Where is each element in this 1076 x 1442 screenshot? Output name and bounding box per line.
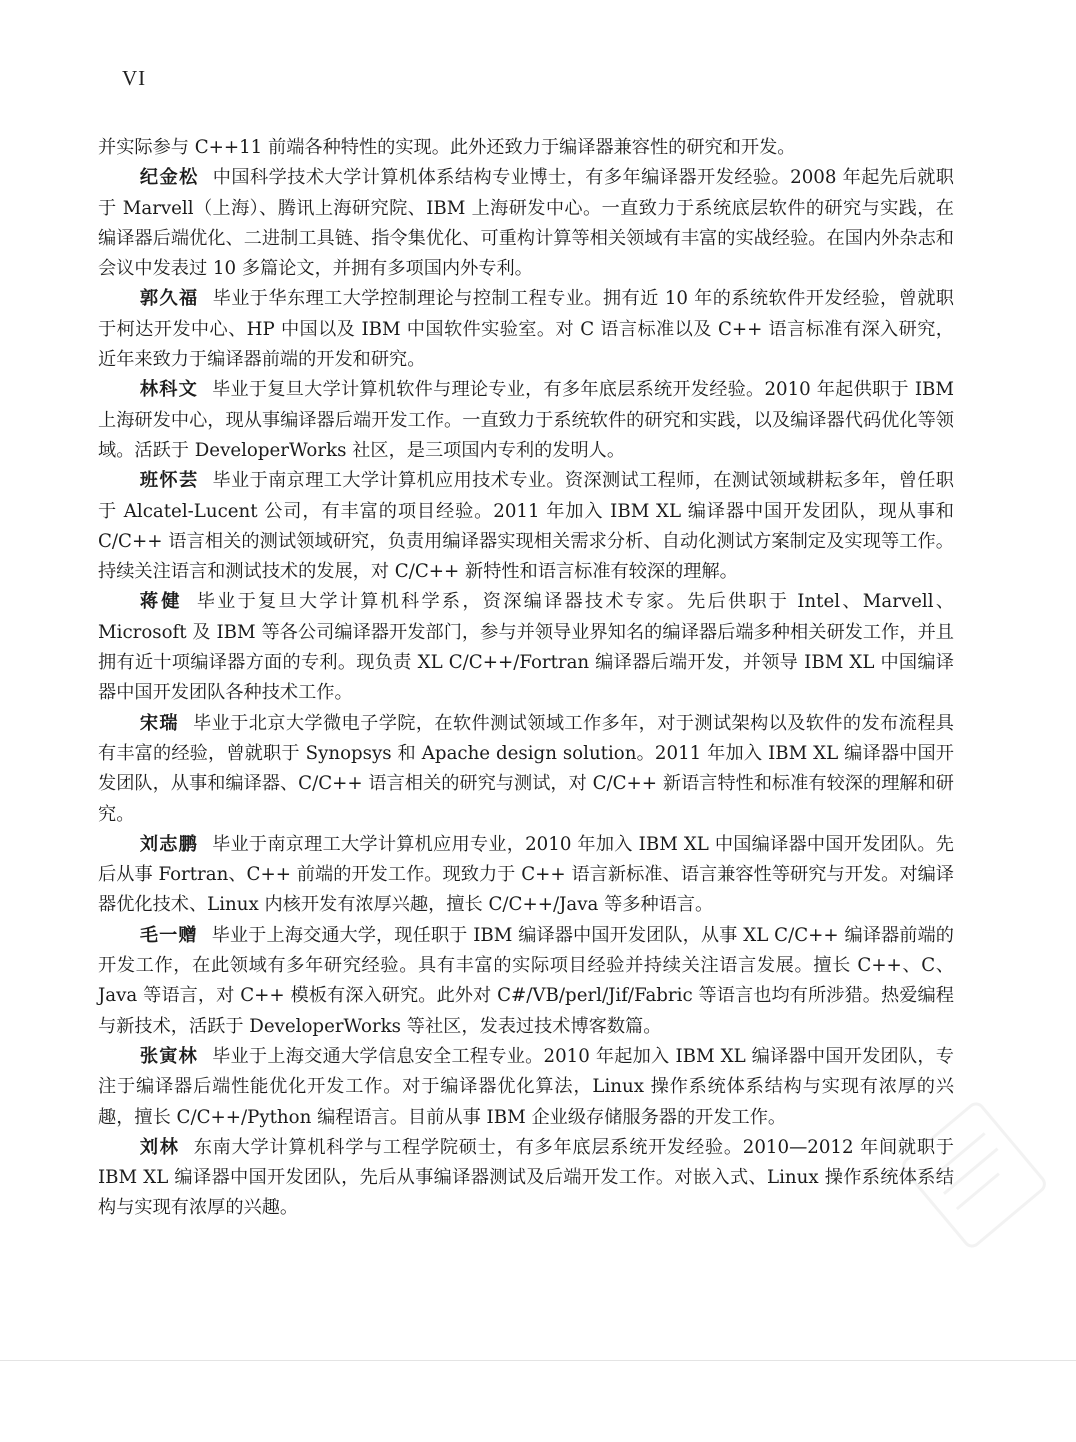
bio-paragraph bbox=[98, 587, 954, 708]
page-number: VI bbox=[122, 66, 147, 90]
bio-text: 中国科学技术大学计算机体系结构专业博士，有多年编译器开发经验。2008 年起先后就职于 Marvell（上海）、腾讯上海研究院、IBM 上海研发中心。一直致力于系统底层软件的研究与实践，在编译器后端优化、二进制工具链、指令集优化、可重构计算等相关领域有丰富的实战经验。在国内外杂志和会议中发表过 10 多篇论文，并拥有多项国内外专利。 bbox=[98, 167, 954, 280]
bio-text: 毕业于南京理工大学计算机应用专业，2010 年加入 IBM XL 中国编译器中国开发团队。先后从事 Fortran、C++ 前端的开发工作。现致力于 C++ 语言新标准、语言兼容性等研究与开发。对编译器优化技术、Linux 内核开发有浓厚兴趣，擅长 C/C++/Java 等多种语言。 bbox=[98, 833, 954, 916]
bio-paragraph bbox=[98, 830, 954, 921]
bio-text: 毕业于复旦大学计算机科学系，资深编译器技术专家。先后供职于 Intel、Marvell、Microsoft 及 IBM 等各公司编译器开发部门，参与并领导业界知名的编译器后端多种相关研发工作，并且拥有近十项编译器方面的专利。现负责 XL C/C++/Fortran 编译器后端开发，并领导 IBM XL 中国编译器中国开发团队各种技术工作。 bbox=[98, 591, 954, 704]
bio-text: 毕业于北京大学微电子学院，在软件测试领域工作多年，对于测试架构以及软件的发布流程具有丰富的经验，曾就职于 Synopsys 和 Apache design solution。2011 年加入 IBM XL 编译器中国开发团队，从事和编译器、C/C++ 语言相关的研究与测试，对 C/C++ 新语言特性和标准有较深的理解和研究。 bbox=[98, 712, 954, 825]
bio-text: 东南大学计算机科学与工程学院硕士，有多年底层系统开发经验。2010—2012 年间就职于 IBM XL 编译器中国开发团队，先后从事编译器测试及后端开发工作。对嵌入式、Linux 操作系统体系结构与实现有浓厚的兴趣。 bbox=[98, 1136, 954, 1219]
author-name: 班怀芸 bbox=[139, 470, 199, 492]
continued-paragraph: 并实际参与 C++11 前端各种特性的实现。此外还致力于编译器兼容性的研究和开发。 bbox=[98, 137, 796, 158]
author-name: 张寅林 bbox=[139, 1045, 199, 1067]
author-name: 刘林 bbox=[139, 1136, 180, 1158]
bio-paragraph bbox=[98, 375, 954, 466]
bio-text: 毕业于南京理工大学计算机应用技术专业。资深测试工程师，在测试领域耕耘多年，曾任职于 Alcatel-Lucent 公司，有丰富的项目经验。2011 年加入 IBM XL 编译器中国开发团队，现从事和 C/C++ 语言相关的测试领域研究，负责用编译器实现相关需求分析、自动化测试方案制定及实现等工作。持续关注语言和测试技术的发展，对 C/C++ 新特性和语言标准有较深的理解。 bbox=[98, 470, 954, 583]
bio-paragraph bbox=[98, 921, 954, 1042]
bio-paragraph bbox=[98, 1133, 954, 1224]
author-name: 郭久福 bbox=[139, 288, 199, 310]
bio-text: 毕业于华东理工大学控制理论与控制工程专业。拥有近 10 年的系统软件开发经验，曾就职于柯达开发中心、HP 中国以及 IBM 中国软件实验室。对 C 语言标准以及 C++ 语言标准有深入研究，近年来致力于编译器前端的开发和研究。 bbox=[98, 288, 954, 371]
author-name: 蒋健 bbox=[139, 591, 183, 613]
bio-text: 毕业于复旦大学计算机软件与理论专业，有多年底层系统开发经验。2010 年起供职于 IBM 上海研发中心，现从事编译器后端开发工作。一直致力于系统软件的研究和实践，以及编译器代码优化等领域。活跃于 DeveloperWorks 社区，是三项国内专利的发明人。 bbox=[98, 379, 954, 461]
bio-paragraph bbox=[98, 284, 954, 375]
bio-paragraph bbox=[98, 163, 954, 284]
author-name: 毛一赠 bbox=[139, 924, 198, 946]
bio-paragraph bbox=[98, 466, 954, 587]
author-name: 宋瑞 bbox=[139, 712, 179, 734]
bottom-scan-rule bbox=[0, 1360, 1076, 1361]
bio-paragraph bbox=[98, 1042, 954, 1133]
bio-text: 毕业于上海交通大学信息安全工程专业。2010 年起加入 IBM XL 编译器中国开发团队，专注于编译器后端性能优化开发工作。对于编译器优化算法，Linux 操作系统体系结构与实现有浓厚的兴趣，擅长 C/C++/Python 编程语言。目前从事 IBM 企业级存储服务器的开发工作。 bbox=[98, 1045, 954, 1128]
author-name: 刘志鹏 bbox=[139, 833, 199, 855]
bio-paragraph bbox=[98, 709, 954, 830]
author-bios bbox=[98, 133, 954, 1224]
bio-text: 毕业于上海交通大学，现任职于 IBM 编译器中国开发团队，从事 XL C/C++ 编译器前端的开发工作，在此领域有多年研究经验。具有丰富的实际项目经验并持续关注语言发展。擅长 C++、C、Java 等语言，对 C++ 模板有深入研究。此外对 C#/VB/perl/Jif/Fabric 等语言也均有所涉猎。热爱编程与新技术，活跃于 DeveloperWorks 等社区，发表过技术博客数篇。 bbox=[98, 924, 954, 1037]
author-name: 林科文 bbox=[139, 379, 199, 401]
author-name: 纪金松 bbox=[139, 167, 199, 189]
